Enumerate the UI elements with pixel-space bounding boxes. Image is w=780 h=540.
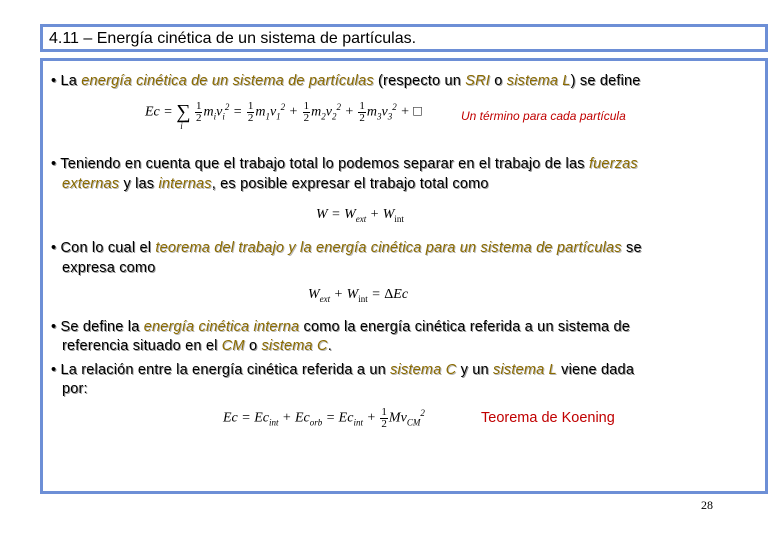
term-internal-kinetic-energy: energía cinética interna [143, 319, 300, 335]
term-cm: CM [221, 338, 245, 354]
bullet-kinetic-energy-definition: • La energía cinética de un sistema de partículas (respecto un SRI o sistema L) se define [51, 73, 641, 89]
bullet-internal-kinetic-energy-line2: referencia situado en el CM o sistema C. [62, 338, 332, 354]
note-one-term-per-particle: Un término para cada partícula [461, 109, 626, 123]
bullet-c-l-relation: • La relación entre la energía cinética referida a un sistema C y un sistema L viene dada [51, 362, 635, 378]
term-work-energy-theorem: teorema del trabajo y la energía cinética para un sistema de partículas [155, 240, 622, 256]
content-box [40, 58, 768, 494]
koening-theorem-label: Teorema de Koening [481, 410, 615, 426]
page-number: 28 [701, 498, 713, 512]
bullet-internal-kinetic-energy: • Se define la energía cinética interna como la energía cinética referida a un sistema de [51, 319, 631, 335]
equation-work-energy-theorem: $W_{ext} + W_{int} = \Delta Ec$ [308, 287, 409, 304]
term-sistema-c: sistema C [261, 338, 328, 354]
term-sri: SRI [465, 73, 491, 89]
bullet-work-separation-line2: externas y las internas, es posible expresar el trabajo total como [62, 176, 489, 192]
term-internas: internas [158, 176, 212, 192]
term-kinetic-energy-system: energía cinética de un sistema de partículas [81, 73, 374, 89]
equation-total-work: $W = W_{ext} + W_{int}$ [316, 207, 404, 224]
equation-kinetic-energy-sum: Ec = ∑ i $\frac{1}{2}$ $m_iv_i^2$ = $\frac{1}{2}$ $m_1v_1^2$ + $\frac{1}{2}$ $m_2v_2^2$ + $\frac{1}{2}$ $m_3v_3^2$ + □ [145, 100, 422, 131]
term-sistema-l: sistema L [506, 73, 571, 89]
bullet-c-l-relation-line2: por: [62, 381, 88, 397]
term-sistema-l-2: sistema L [493, 362, 557, 378]
term-fuerzas: fuerzas [588, 156, 638, 172]
term-sistema-c-2: sistema C [390, 362, 457, 378]
bullet-work-separation: • Teniendo en cuenta que el trabajo total lo podemos separar en el trabajo de las fuerzas [51, 156, 638, 172]
bullet-work-energy-theorem-line2: expresa como [62, 260, 156, 276]
bullet-work-energy-theorem: • Con lo cual el teorema del trabajo y la energía cinética para un sistema de partículas se [51, 240, 642, 256]
equation-koening: $Ec = Ec_{int} + Ec_{orb} = Ec_{int}$ + $\frac{1}{2}$ $Mv_{CM}^2$ [223, 406, 425, 430]
slide-title: 4.11 – Energía cinética de un sistema de partículas. [49, 30, 417, 47]
term-externas: externas [62, 176, 120, 192]
title-box [40, 24, 768, 52]
